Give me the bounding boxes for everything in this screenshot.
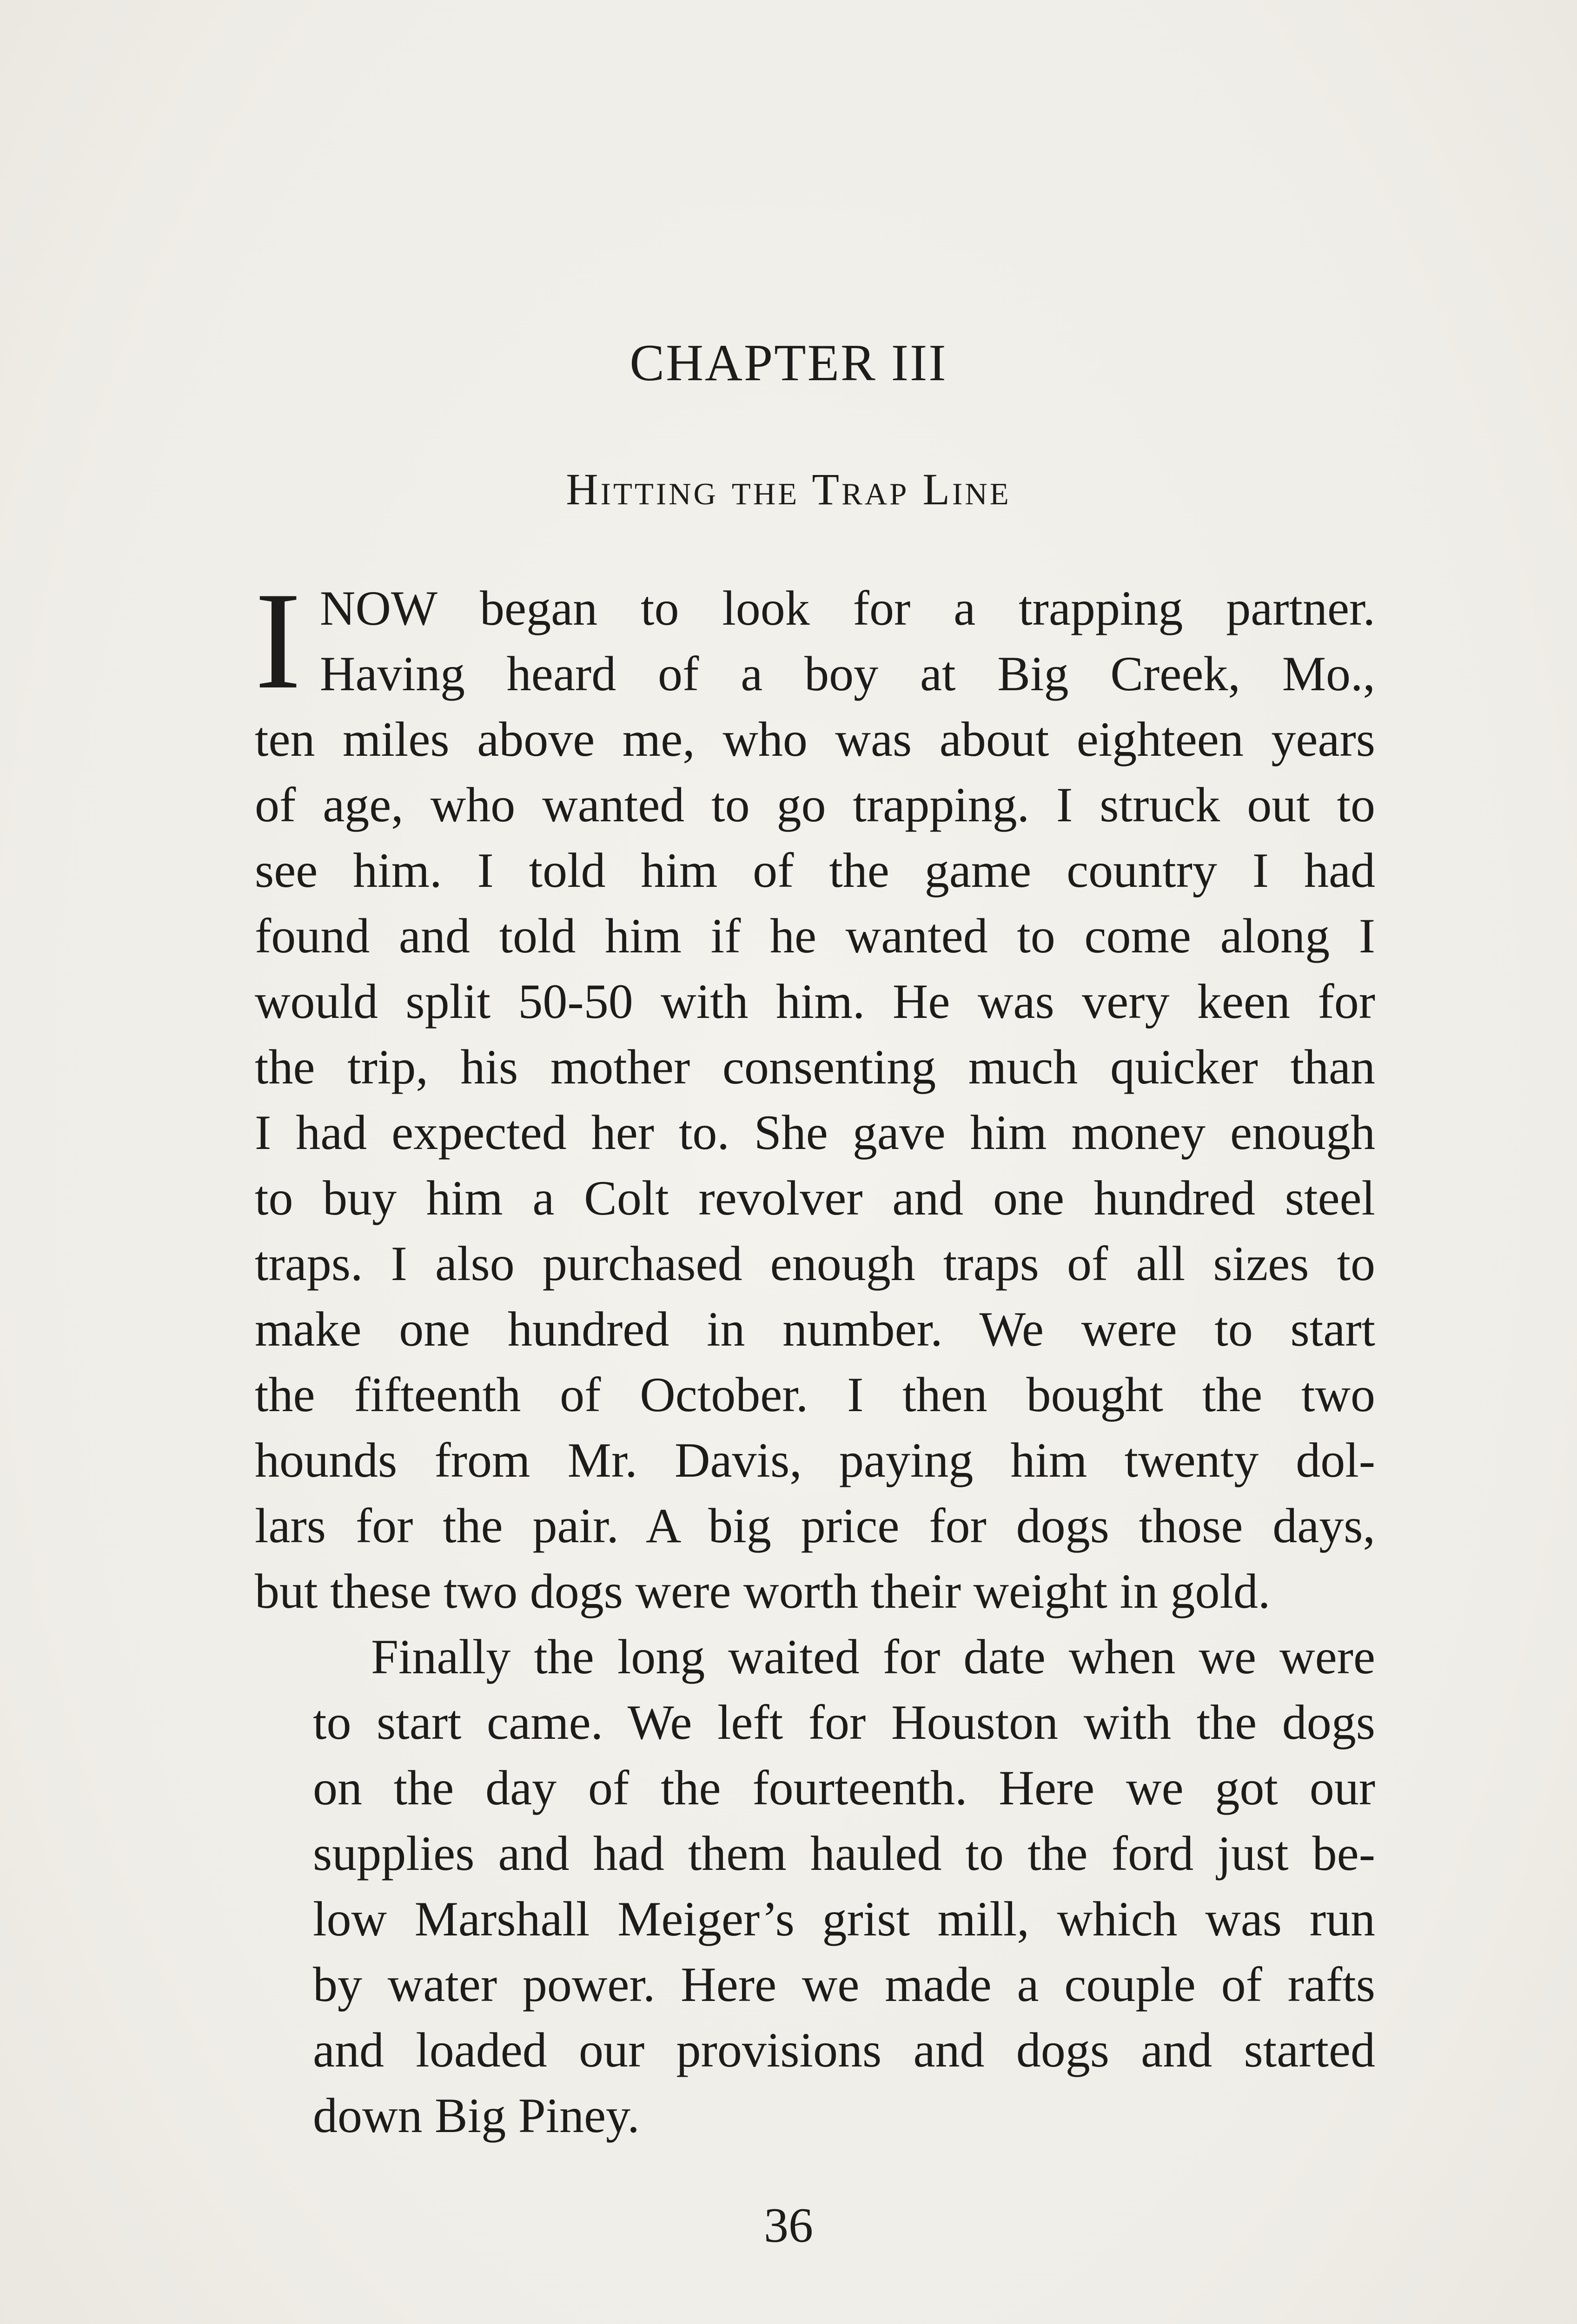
text-line: Finally the long waited for date when we were (371, 1630, 1375, 1684)
text-line: of age, who wanted to go trapping. I struck out to (255, 778, 1375, 832)
text-line: and loaded our provisions and dogs and started (313, 2023, 1375, 2077)
text-line: low Marshall Meiger’s grist mill, which was run (313, 1892, 1375, 1946)
chapter-heading: CHAPTER III (629, 334, 948, 392)
text-line: I had expected her to. She gave him money enough (255, 1105, 1375, 1160)
text-line: see him. I told him of the game country I had (255, 843, 1375, 898)
text-line: would split 50-50 with him. He was very keen for (255, 974, 1375, 1029)
page-number: 36 (764, 2198, 813, 2252)
text-line: Having heard of a boy at Big Creek, Mo., (319, 647, 1375, 701)
text-line: but these two dogs were worth their weight in gold. (255, 1564, 1271, 1618)
chapter-title: Hitting the Trap Line (566, 464, 1011, 514)
text-line: to start came. We left for Houston with the dogs (313, 1695, 1375, 1750)
text-line: supplies and had them hauled to the ford just be- (313, 1826, 1375, 1881)
text-line: lars for the pair. A big price for dogs those days, (255, 1499, 1375, 1553)
text-line: ten miles above me, who was about eighteen years (255, 712, 1375, 766)
text-line: NOW began to look for a trapping partner. (319, 581, 1375, 635)
drop-cap: I (255, 563, 301, 718)
text-line: the fifteenth of October. I then bought the two (255, 1367, 1375, 1422)
text-line: found and told him if he wanted to come along I (255, 909, 1375, 963)
text-line: on the day of the fourteenth. Here we got our (313, 1761, 1375, 1815)
text-line: traps. I also purchased enough traps of all sizes to (255, 1236, 1375, 1291)
text-line: hounds from Mr. Davis, paying him twenty dol- (255, 1433, 1375, 1487)
text-line: to buy him a Colt revolver and one hundred steel (255, 1171, 1375, 1225)
text-line: by water power. Here we made a couple of rafts (313, 1957, 1375, 2012)
paragraph-2 (255, 1624, 1375, 2148)
body-text (255, 563, 1375, 2148)
text-line: the trip, his mother consenting much quicker than (255, 1040, 1375, 1094)
text-line: make one hundred in number. We were to start (255, 1302, 1375, 1356)
text-line: down Big Piney. (313, 2088, 640, 2143)
paragraph-1 (255, 563, 1375, 1624)
